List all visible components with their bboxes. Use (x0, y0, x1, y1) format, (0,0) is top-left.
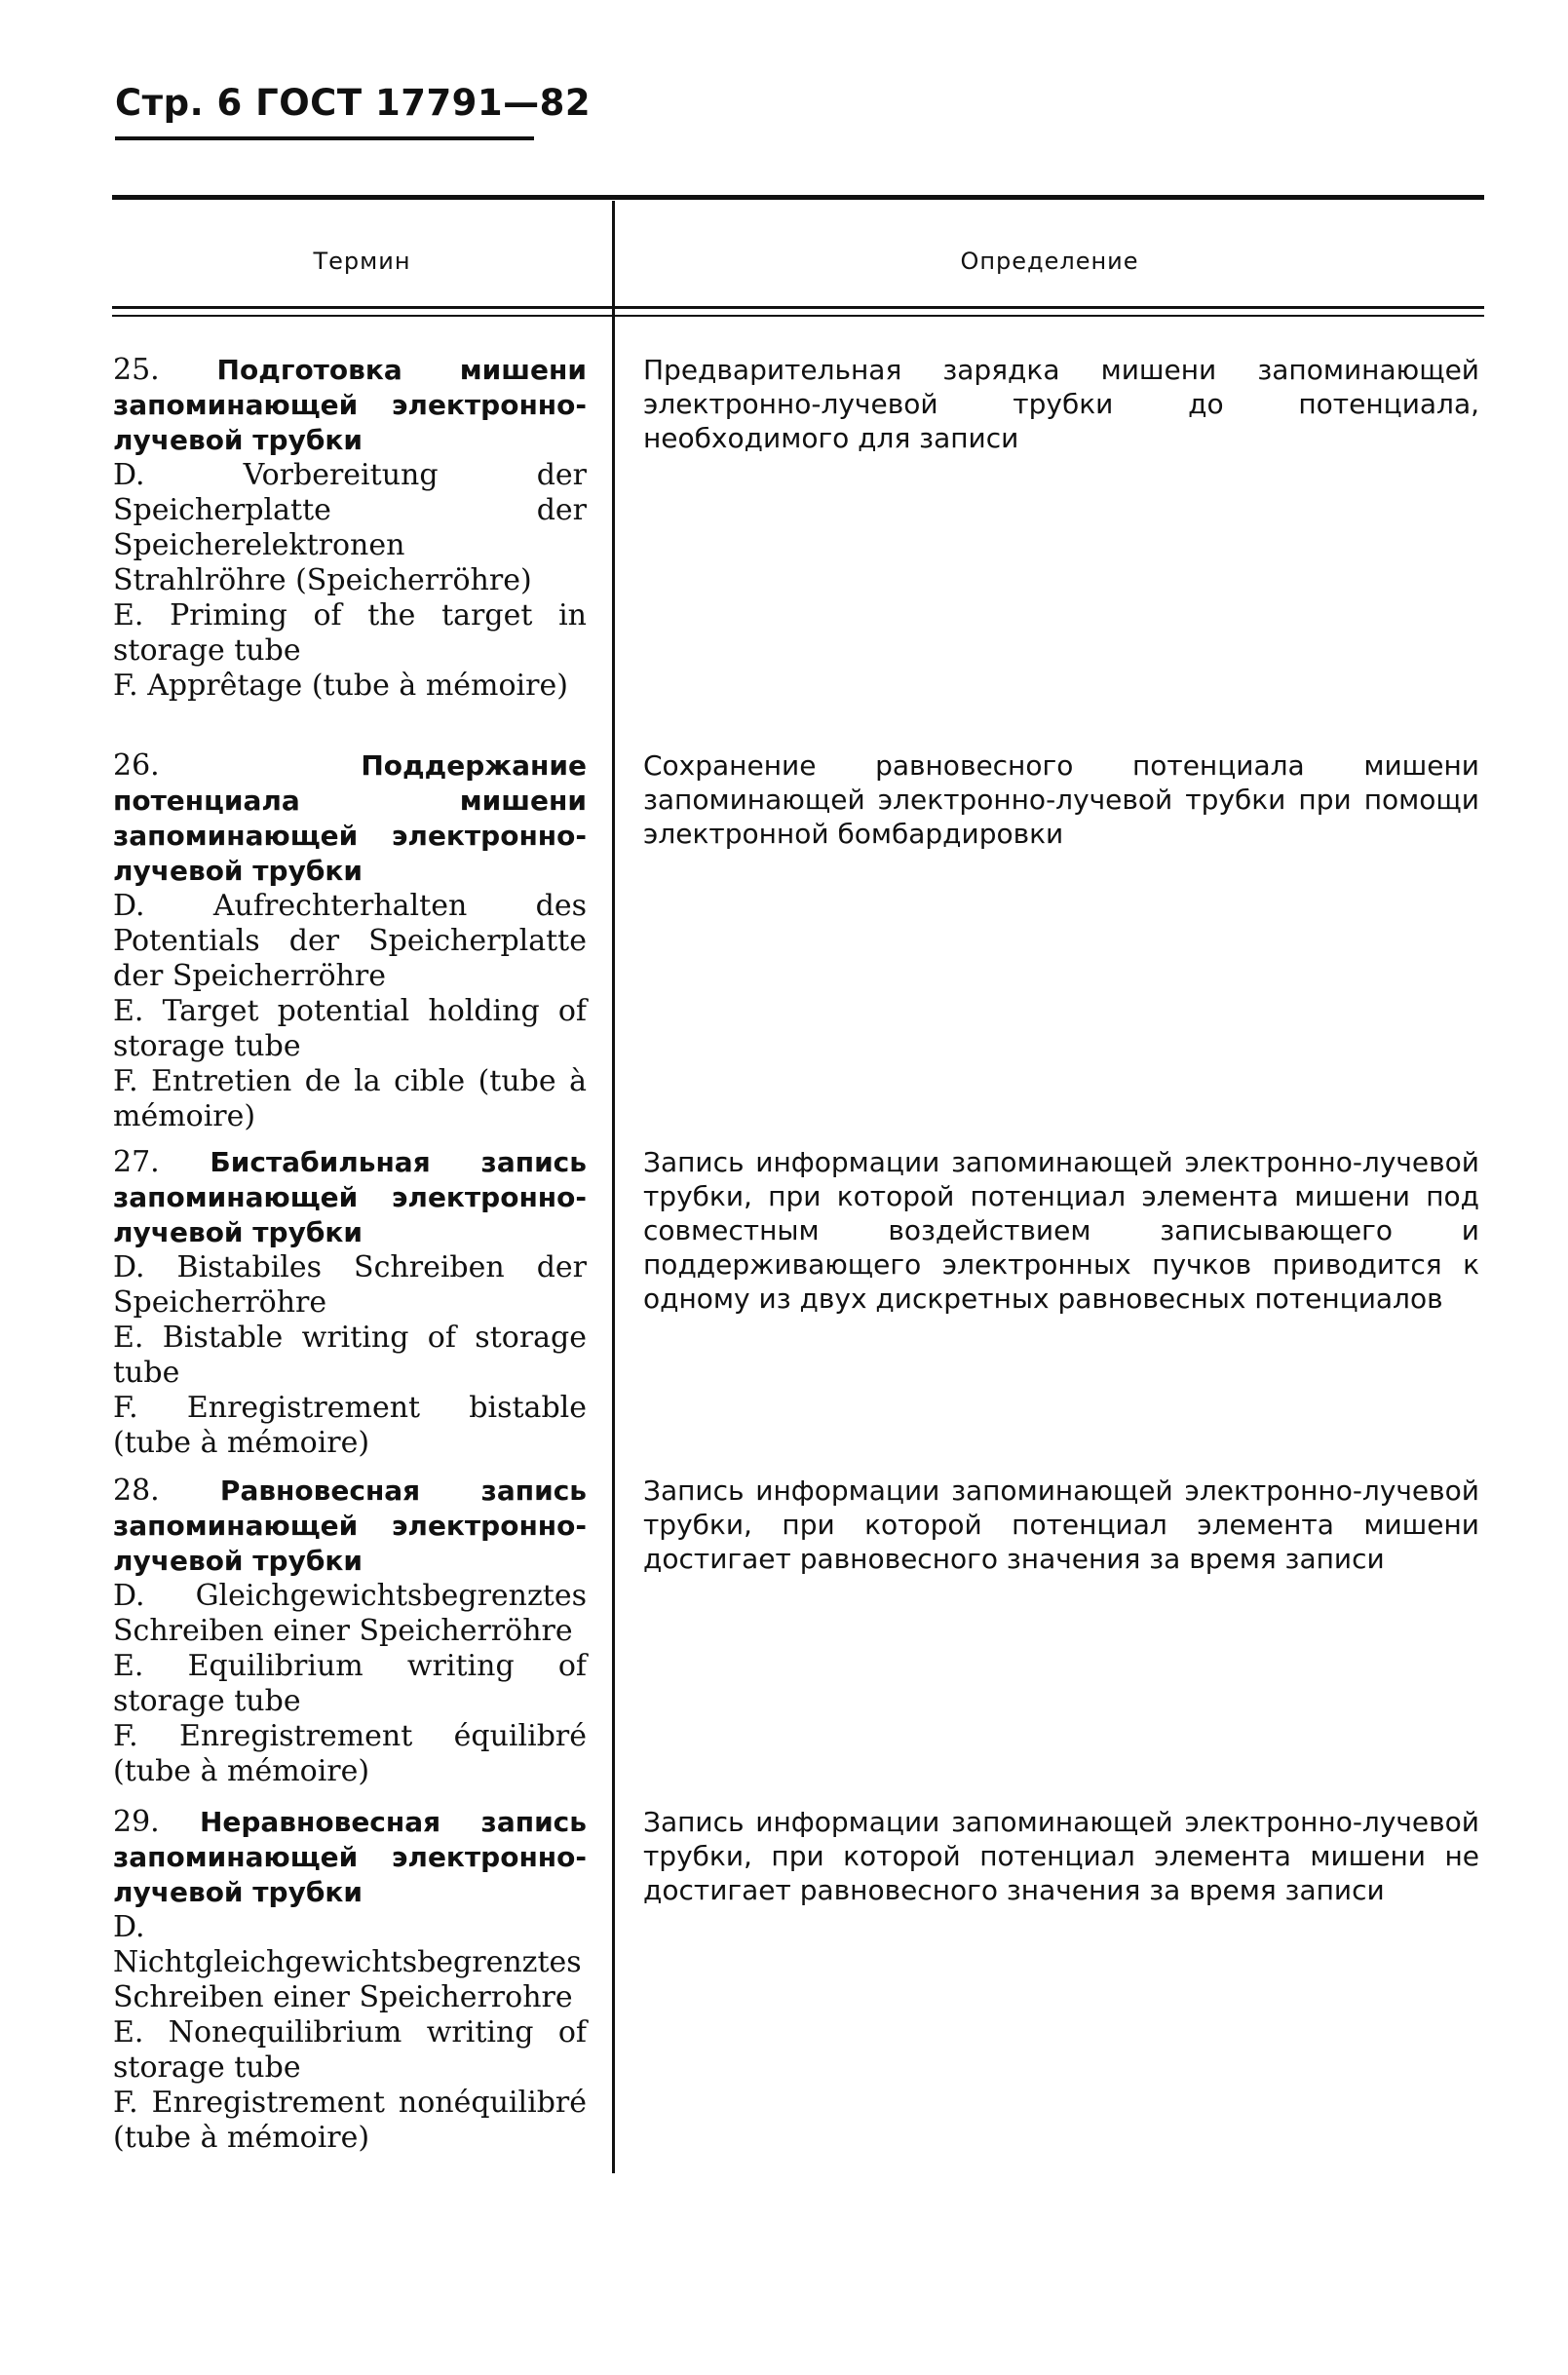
term-german: D. Bistabiles Schreiben der Speicherröhre (113, 1250, 587, 1320)
column-header-term: Термин (313, 248, 411, 275)
term-french: F. Entretien de la cible (tube à mémoire) (113, 1064, 587, 1133)
term-title: Поддержание потенциала мишени запоминающей электронно-лучевой трубки (113, 749, 587, 887)
definition-entry-29: Запись информации запоминающей электронно-лучевой трубки, при которой потенциал элемента мишени не достигает равновесного значения за время записи (643, 1806, 1479, 1906)
term-entry-26 (113, 748, 587, 1134)
term-entry-28 (113, 1474, 587, 1789)
term-number: 28. (113, 1474, 160, 1508)
term-title: Равновесная запись запоминающей электронно-лучевой трубки (113, 1475, 587, 1577)
term-german: D. Gleichgewichtsbegrenztes Schreiben einer Speicherröhre (113, 1579, 587, 1648)
header-bottom-rule (112, 306, 1484, 309)
term-title: Неравновесная запись запоминающей электронно-лучевой трубки (113, 1806, 587, 1908)
term-entry-25 (113, 353, 587, 704)
term-number: 25. (113, 353, 160, 387)
term-french: F. Enregistrement équilibré (tube à mémoire) (113, 1719, 587, 1788)
term-english: E. Target potential holding of storage tube (113, 994, 587, 1063)
term-entry-27 (113, 1145, 587, 1461)
term-french: F. Enregistrement nonéquilibré (tube à mémoire) (113, 2086, 587, 2155)
term-number: 26. (113, 748, 160, 783)
term-french: F. Enregistrement bistable (tube à mémoire) (113, 1391, 587, 1460)
header-rule (115, 136, 534, 140)
term-number: 27. (113, 1145, 160, 1179)
term-number: 29. (113, 1805, 160, 1839)
term-english: E. Equilibrium writing of storage tube (113, 1649, 587, 1718)
header-bottom-rule-2 (112, 315, 1484, 317)
term-german: D. Vorbereitung der Speicherplatte der Speicherelektronen Strahlröhre (Speicherröhre) (113, 458, 587, 597)
term-german: D. Nichtgleichgewichtsbegrenztes Schreiben einer Speicherrohre (113, 1910, 582, 2014)
term-english: E. Priming of the target in storage tube (113, 598, 587, 668)
definition-entry-27: Запись информации запоминающей электронно-лучевой трубки, при которой потенциал элемента мишени под совместным воздействием записывающего и поддерживающего электронных пучков приводится к одному из двух дискретных равновесных потенциалов (643, 1146, 1479, 1315)
term-title: Подготовка мишени запоминающей электронно-лучевой трубки (113, 354, 587, 456)
definition-entry-26: Сохранение равновесного потенциала мишени запоминающей электронно-лучевой трубки при помощи электронной бомбардировки (643, 749, 1479, 850)
term-english: E. Nonequilibrium writing of storage tube (113, 2015, 587, 2085)
page-header: Стр. 6 ГОСТ 17791—82 (115, 82, 592, 124)
table-top-rule (112, 195, 1484, 200)
definition-entry-25: Предварительная зарядка мишени запоминающей электронно-лучевой трубки до потенциала, необходимого для записи (643, 354, 1479, 454)
term-german: D. Aufrechterhalten des Potentials der Speicherplatte der Speicherröhre (113, 889, 587, 993)
definition-entry-28: Запись информации запоминающей электронно-лучевой трубки, при которой потенциал элемента мишени достигает равновесного значения за время записи (643, 1475, 1479, 1575)
column-header-definition: Определение (960, 248, 1139, 275)
term-title: Бистабильная запись запоминающей электронно-лучевой трубки (113, 1146, 587, 1248)
column-divider (612, 201, 615, 2173)
term-french: F. Apprêtage (tube à mémoire) (113, 669, 568, 703)
term-english: E. Bistable writing of storage tube (113, 1321, 587, 1390)
term-entry-29 (113, 1805, 587, 2156)
